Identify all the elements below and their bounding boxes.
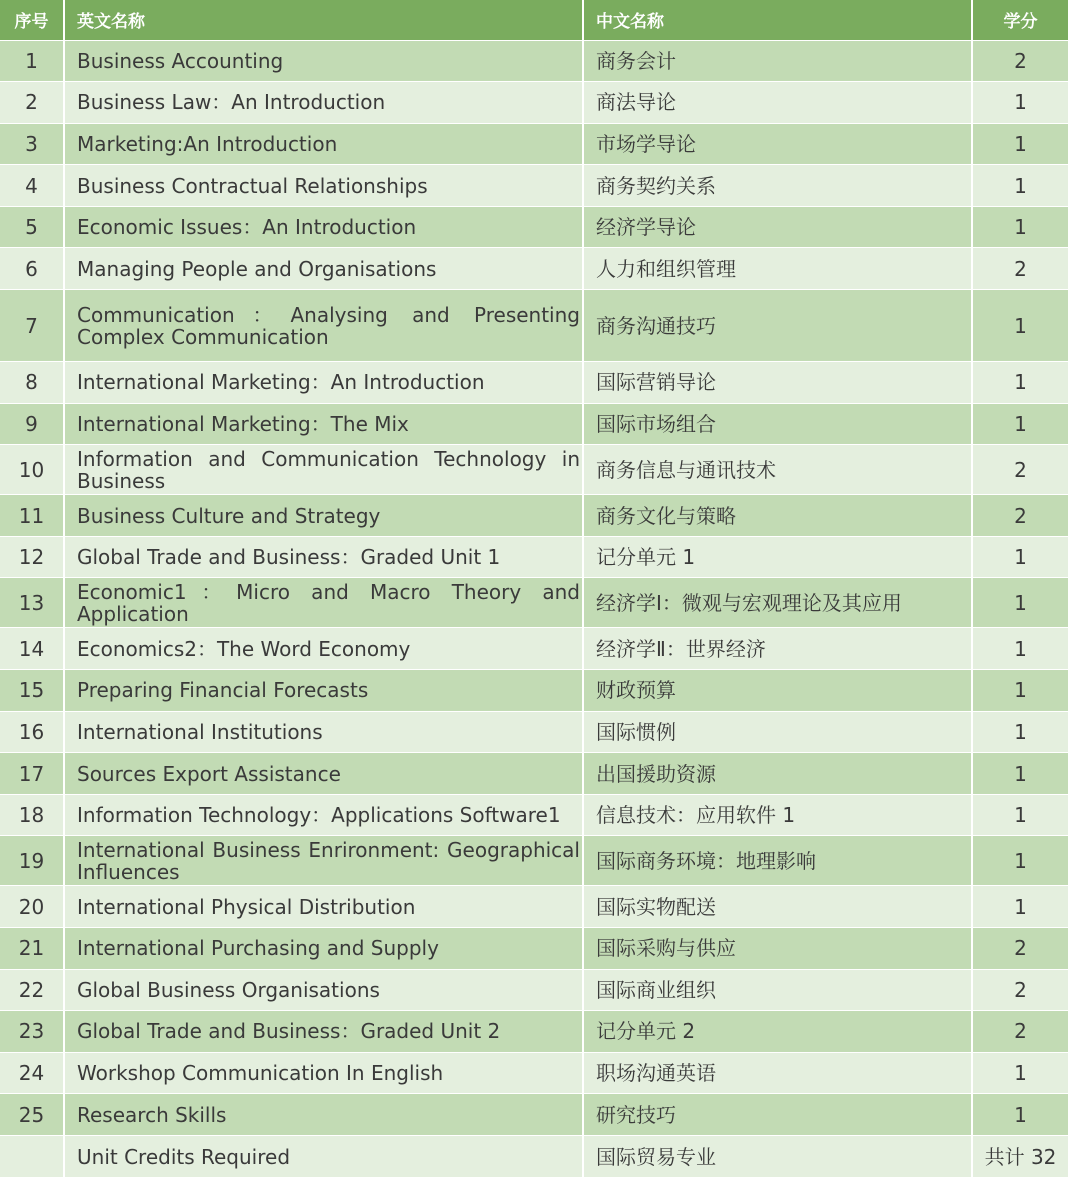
row-index: 21: [0, 928, 64, 970]
course-credits: 1: [972, 886, 1068, 928]
row-index: 15: [0, 670, 64, 712]
row-index: 24: [0, 1052, 64, 1094]
course-english-name: Business Accounting: [64, 40, 583, 82]
course-english-name: Preparing Financial Forecasts: [64, 670, 583, 712]
total-chinese-label: 国际贸易专业: [583, 1135, 972, 1177]
table-row: [0, 1052, 1068, 1094]
course-credits: 2: [972, 445, 1068, 495]
course-chinese-name: 经济学导论: [583, 206, 972, 248]
course-chinese-name: 信息技术：应用软件 1: [583, 794, 972, 836]
course-chinese-name: 职场沟通英语: [583, 1052, 972, 1094]
course-credits: 2: [972, 928, 1068, 970]
row-index: 23: [0, 1011, 64, 1053]
table-header: [0, 0, 1068, 40]
row-index: 13: [0, 578, 64, 628]
course-credits: 1: [972, 123, 1068, 165]
row-index: 14: [0, 628, 64, 670]
course-english-name: Business Culture and Strategy: [64, 495, 583, 537]
row-index: 4: [0, 165, 64, 207]
course-chinese-name: 经济学Ⅱ：世界经济: [583, 628, 972, 670]
course-chinese-name: 国际惯例: [583, 711, 972, 753]
table-row: [0, 670, 1068, 712]
course-credits: 1: [972, 362, 1068, 404]
course-credits: 2: [972, 969, 1068, 1011]
course-english-name: International Marketing：The Mix: [64, 403, 583, 445]
course-english-name: International Purchasing and Supply: [64, 928, 583, 970]
course-chinese-name: 商务沟通技巧: [583, 290, 972, 362]
course-english-name: Global Business Organisations: [64, 969, 583, 1011]
course-english-name: Marketing:An Introduction: [64, 123, 583, 165]
course-credits: 1: [972, 1052, 1068, 1094]
course-chinese-name: 人力和组织管理: [583, 248, 972, 290]
row-index: 8: [0, 362, 64, 404]
course-chinese-name: 研究技巧: [583, 1094, 972, 1136]
total-row: [0, 1135, 1068, 1177]
table-row: [0, 206, 1068, 248]
total-index: [0, 1135, 64, 1177]
table-row: [0, 886, 1068, 928]
course-credits: 1: [972, 711, 1068, 753]
course-credits: 1: [972, 536, 1068, 578]
course-chinese-name: 记分单元 1: [583, 536, 972, 578]
table-row: [0, 536, 1068, 578]
course-chinese-name: 财政预算: [583, 670, 972, 712]
header-index: 序号: [0, 0, 64, 40]
header-row: [0, 0, 1068, 40]
course-credits: 1: [972, 628, 1068, 670]
course-credits: 1: [972, 165, 1068, 207]
table-row: [0, 82, 1068, 124]
row-index: 5: [0, 206, 64, 248]
course-credits: 2: [972, 1011, 1068, 1053]
row-index: 7: [0, 290, 64, 362]
course-credits: 1: [972, 290, 1068, 362]
course-chinese-name: 国际商务环境：地理影响: [583, 836, 972, 886]
course-english-name: Business Contractual Relationships: [64, 165, 583, 207]
row-index: 11: [0, 495, 64, 537]
row-index: 6: [0, 248, 64, 290]
course-chinese-name: 商务契约关系: [583, 165, 972, 207]
row-index: 12: [0, 536, 64, 578]
course-chinese-name: 经济学Ⅰ：微观与宏观理论及其应用: [583, 578, 972, 628]
table-row: [0, 362, 1068, 404]
course-credits: 1: [972, 836, 1068, 886]
course-english-name: International Physical Distribution: [64, 886, 583, 928]
total-english-label: Unit Credits Required: [64, 1135, 583, 1177]
course-chinese-name: 国际实物配送: [583, 886, 972, 928]
table-row: [0, 290, 1068, 362]
course-chinese-name: 出国援助资源: [583, 753, 972, 795]
row-index: 16: [0, 711, 64, 753]
row-index: 19: [0, 836, 64, 886]
table-row: [0, 1011, 1068, 1053]
course-chinese-name: 商务文化与策略: [583, 495, 972, 537]
course-chinese-name: 国际营销导论: [583, 362, 972, 404]
course-english-name: International Institutions: [64, 711, 583, 753]
table-row: [0, 711, 1068, 753]
table-row: [0, 628, 1068, 670]
table-row: [0, 123, 1068, 165]
course-credits: 1: [972, 794, 1068, 836]
course-english-name: Economics2：The Word Economy: [64, 628, 583, 670]
course-english-name: Research Skills: [64, 1094, 583, 1136]
table-row: [0, 495, 1068, 537]
course-credits: 2: [972, 248, 1068, 290]
row-index: 17: [0, 753, 64, 795]
course-english-name: Economic Issues：An Introduction: [64, 206, 583, 248]
course-chinese-name: 商法导论: [583, 82, 972, 124]
row-index: 18: [0, 794, 64, 836]
course-english-name: Information Technology：Applications Software1: [64, 794, 583, 836]
row-index: 25: [0, 1094, 64, 1136]
course-chinese-name: 国际商业组织: [583, 969, 972, 1011]
course-english-name: Global Trade and Business：Graded Unit 2: [64, 1011, 583, 1053]
table-row: [0, 248, 1068, 290]
row-index: 2: [0, 82, 64, 124]
table-row: [0, 836, 1068, 886]
course-chinese-name: 商务信息与通讯技术: [583, 445, 972, 495]
table-row: [0, 928, 1068, 970]
table-row: [0, 578, 1068, 628]
course-english-name: International Business Enrironment: Geographical Influences: [64, 836, 583, 886]
course-english-name: Sources Export Assistance: [64, 753, 583, 795]
row-index: 9: [0, 403, 64, 445]
course-english-name: Information and Communication Technology in Business: [64, 445, 583, 495]
course-credits: 2: [972, 40, 1068, 82]
table-row: [0, 969, 1068, 1011]
course-english-name: Global Trade and Business：Graded Unit 1: [64, 536, 583, 578]
course-chinese-name: 市场学导论: [583, 123, 972, 165]
table-row: [0, 1094, 1068, 1136]
course-credits: 1: [972, 403, 1068, 445]
course-english-name: International Marketing：An Introduction: [64, 362, 583, 404]
course-english-name: Business Law：An Introduction: [64, 82, 583, 124]
course-credits: 2: [972, 495, 1068, 537]
row-index: 3: [0, 123, 64, 165]
header-english-name: 英文名称: [64, 0, 583, 40]
course-credits: 1: [972, 578, 1068, 628]
header-credits: 学分: [972, 0, 1068, 40]
course-chinese-name: 国际采购与供应: [583, 928, 972, 970]
course-english-name: Communication：Analysing and Presenting Complex Communication: [64, 290, 583, 362]
course-chinese-name: 国际市场组合: [583, 403, 972, 445]
row-index: 20: [0, 886, 64, 928]
table-row: [0, 794, 1068, 836]
course-english-name: Workshop Communication In English: [64, 1052, 583, 1094]
table-row: [0, 165, 1068, 207]
row-index: 1: [0, 40, 64, 82]
course-credits: 1: [972, 670, 1068, 712]
course-english-name: Managing People and Organisations: [64, 248, 583, 290]
course-chinese-name: 商务会计: [583, 40, 972, 82]
table-row: [0, 40, 1068, 82]
table-row: [0, 403, 1068, 445]
table-row: [0, 753, 1068, 795]
course-english-name: Economic1：Micro and Macro Theory and Application: [64, 578, 583, 628]
row-index: 10: [0, 445, 64, 495]
header-chinese-name: 中文名称: [583, 0, 972, 40]
total-credits: 共计 32: [972, 1135, 1068, 1177]
course-credits: 1: [972, 82, 1068, 124]
table-row: [0, 445, 1068, 495]
course-credits: 1: [972, 1094, 1068, 1136]
course-credits: 1: [972, 206, 1068, 248]
course-credits: 1: [972, 753, 1068, 795]
course-chinese-name: 记分单元 2: [583, 1011, 972, 1053]
row-index: 22: [0, 969, 64, 1011]
table-body: [0, 40, 1068, 1177]
